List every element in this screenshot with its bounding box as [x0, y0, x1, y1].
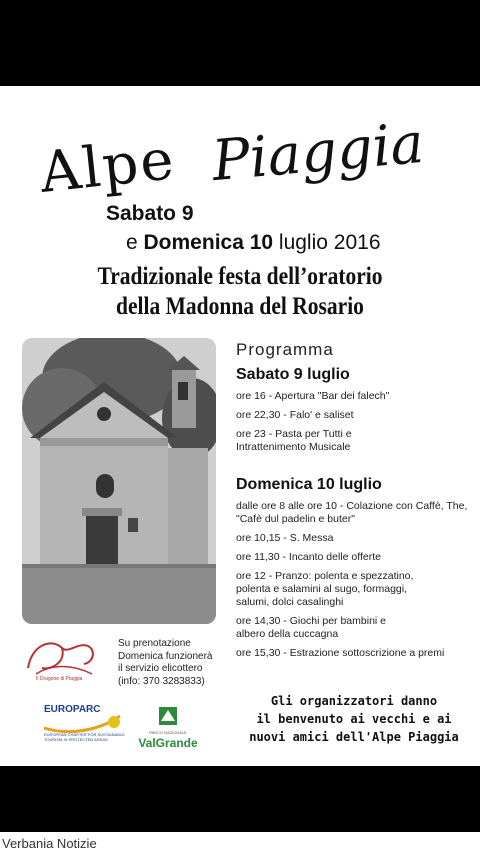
note-line: il servizio elicottero [118, 663, 203, 674]
list-item: ore 15,30 - Estrazione sottoscrizione a premi [236, 647, 445, 659]
subtitle-line-2: della Madonna del Rosario [116, 293, 364, 320]
valgrande-emblem-icon [158, 706, 178, 726]
title-word-piaggia: Piaggia [209, 110, 427, 195]
list-item: ore 14,30 - Giochi per bambini e albero della cuccagna [236, 615, 386, 640]
list-item: ore 10,15 - S. Messa [236, 532, 334, 544]
date-sunday [126, 231, 381, 255]
title-word-alpe: Alpe [36, 127, 179, 206]
chapel-illustration [22, 338, 216, 624]
note-line: Su prenotazione [118, 638, 191, 649]
valgrande-subtitle: PARCO NAZIONALE [149, 730, 187, 735]
program-heading: Programma [236, 340, 334, 359]
subtitle-line-1: Tradizionale festa dell’oratorio [97, 263, 383, 290]
dragone-logo [22, 634, 108, 686]
europarc-subtitle: EUROPEAN CHARTER FOR SUSTAINABLE TOURISM IN PROTECTED AREAS [44, 732, 125, 742]
poster-title [36, 110, 440, 214]
list-item: ore 16 - Apertura "Bar dei falech" [236, 390, 390, 402]
date-saturday: Sabato 9 [106, 202, 194, 225]
closing-message [236, 692, 472, 746]
source-footer [0, 832, 480, 853]
list-item: ore 23 - Pasta per Tutti e Intrattenimento Musicale [236, 428, 352, 453]
closing-line: Gli organizzatori danno [270, 694, 438, 708]
dragone-caption: Il Dragone di Piaggia [36, 676, 83, 682]
list-item: ore 22,30 - Falo' e saliset [236, 409, 354, 421]
europarc-name: EUROPARC [44, 704, 101, 715]
note-line: Domenica funzionerà [118, 650, 213, 662]
valgrande-logo [128, 704, 208, 750]
list-item: ore 11,30 - Incanto delle offerte [236, 551, 381, 563]
note-line: (info: 370 3283833) [118, 675, 205, 687]
oratory-photo [22, 338, 216, 624]
event-poster [0, 86, 480, 766]
date-suffix: luglio 2016 [273, 231, 381, 254]
dragon-icon [22, 634, 108, 678]
helicopter-note [118, 638, 213, 688]
date-prefix: e [126, 231, 144, 254]
sunday-items [236, 500, 474, 666]
europarc-logo [30, 704, 126, 748]
closing-line: nuovi amici dell'Alpe Piaggia [249, 730, 459, 744]
closing-line: il benvenuto ai vecchi e ai [256, 712, 452, 726]
saturday-heading: Sabato 9 luglio [236, 366, 350, 383]
source-label: Verbania Notizie [2, 836, 97, 851]
valgrande-name: ValGrande [138, 736, 198, 750]
sunday-heading: Domenica 10 luglio [236, 476, 382, 493]
list-item: ore 12 - Pranzo: polenta e spezzatino, polenta e salamini al sugo, formaggi, salumi, dolci casalinghi [236, 570, 414, 608]
poster-subtitle [51, 262, 429, 322]
date-bold: Domenica 10 [143, 231, 274, 254]
list-item: dalle ore 8 alle ore 10 - Colazione con Caffè, The, "Cafè dul padelin e buter" [236, 500, 468, 525]
saturday-items [236, 390, 474, 460]
